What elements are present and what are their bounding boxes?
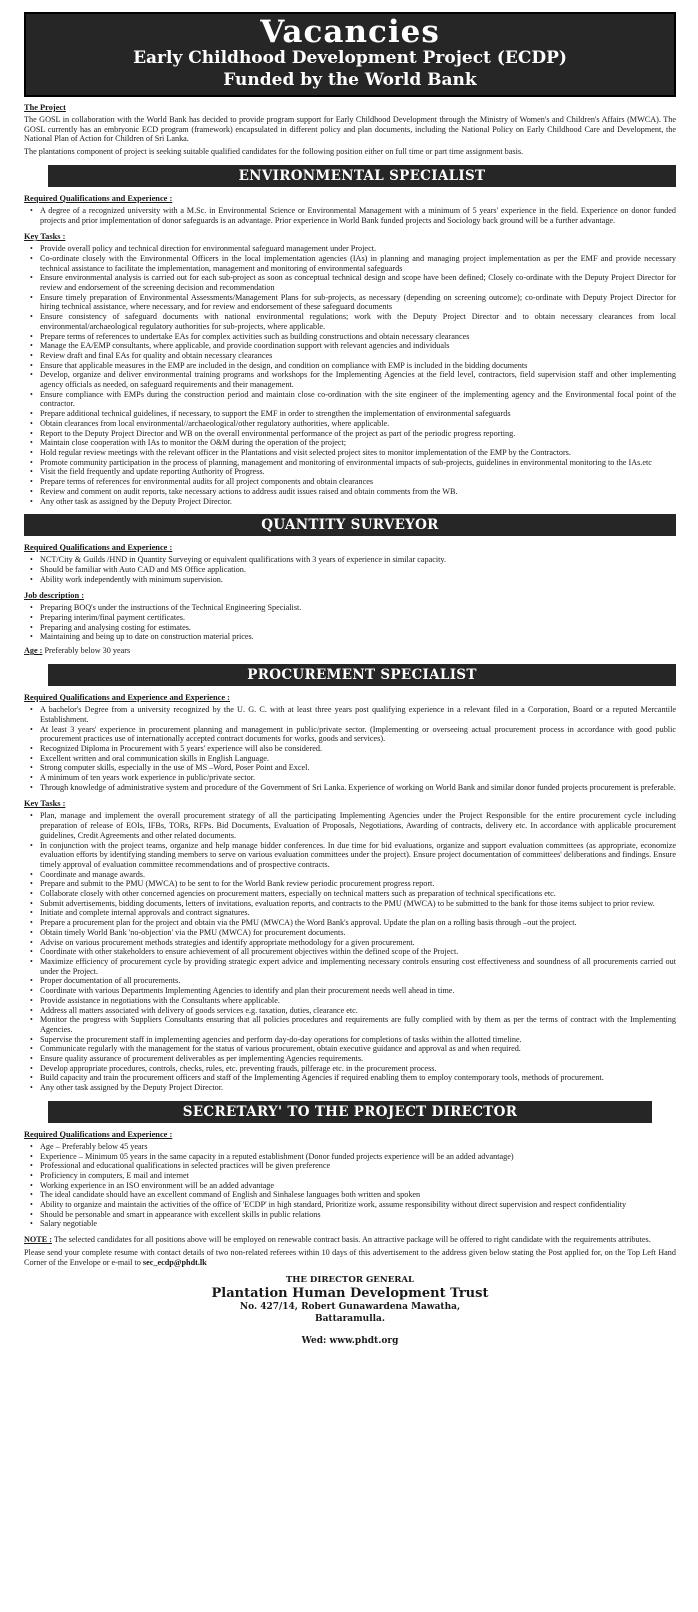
advertisement-page bbox=[0, 12, 698, 1612]
list-item: • Prepare additional technical guidelines, if necessary, to support the EMF in order to strengthen the implementation of environmental safeguards bbox=[40, 409, 676, 419]
list-item: • Preparing and analysing costing for estimates. bbox=[40, 623, 676, 633]
list-item: • Obtain timely World Bank 'no-objection' via the PMU (MWCA) for procurement documents. bbox=[40, 928, 676, 938]
sec-qualifications-heading: Required Qualifications and Experience : bbox=[24, 1129, 173, 1139]
env-qualifications-list bbox=[24, 206, 676, 225]
procurement-specialist-title: PROCUREMENT SPECIALIST bbox=[48, 664, 676, 686]
list-item: • Professional and educational qualifications in selected practices will be given preference bbox=[40, 1161, 676, 1171]
list-item: • Plan, manage and implement the overall procurement strategy of all the participating Implementing Agencies under the Project Responsible for the entire procurement cycle including preparation of release of EOIs, IFBs, TORs, RFPs. Bid Documents, Evaluation of Proposals, Negotiations, Awarding of contracts, delivery etc. In accordance with applicable procurement guidelines, Credit Agreements and other related documents. bbox=[40, 811, 676, 840]
list-item: • Prepare terms of references to undertake EAs for complex activities such as building constructions and obtain necessary clearances bbox=[40, 332, 676, 342]
list-item: • Maintaining and being up to date on construction material prices. bbox=[40, 632, 676, 642]
project-paragraph: The GOSL in collaboration with the World Bank has decided to provide program support for Early Childhood Development through the Ministry of Women's and Children's Affairs (MWCA). The GOSL currently has an embryonic ECD program (framework) encapsulated in different policy and plan documents, including the National Policy on Early Childhood Care and Development, the National Plan of Action for Children of Sri Lanka. bbox=[24, 115, 676, 144]
proc-tasks-heading: Key Tasks : bbox=[24, 799, 66, 809]
list-item: • Develop appropriate procedures, controls, checks, rules, etc. preventing frauds, pilferage etc. in the procurement process. bbox=[40, 1064, 676, 1074]
footer-address-line1: No. 427/14, Robert Gunawardena Mawatha, bbox=[239, 1302, 461, 1313]
footer-organization: Plantation Human Development Trust bbox=[211, 1286, 489, 1302]
proc-qualifications-list bbox=[24, 705, 676, 792]
list-item: • Communicate regularly with the management for the status of various procurement, obtain executive guidance and approval as and when required. bbox=[40, 1044, 676, 1054]
plantations-paragraph: The plantations component of project is seeking suitable qualified candidates for the following position either on full time or part time assignment basis. bbox=[24, 147, 524, 157]
list-item: • Provide assistance in negotiations with the Consultants where applicable. bbox=[40, 996, 676, 1006]
apply-paragraph bbox=[24, 1248, 676, 1267]
list-item: • At least 3 years' experience in procurement planning and management in public/private sector. (Implementing or overseeing actual procurement process in accordance with good public procurement practices use of internationally accepted contract documents for works, goods and services). bbox=[40, 725, 676, 744]
list-item: • In conjunction with the project teams, organize and help manage bidder conferences. In due time for bid evaluations, organize and support evaluation committees (as appropriate, economize evaluation efforts by identifying standing members to serve on various evaluation committees under the project). Ensure project documentation of committees' deliberations and findings. Ensure timely approval of evaluation committee recommendations and of prospective contracts. bbox=[40, 841, 676, 870]
list-item: • Proper documentation of all procurements. bbox=[40, 976, 676, 986]
quantity-surveyor-title: QUANTITY SURVEYOR bbox=[24, 514, 676, 536]
list-item: • NCT/City & Guilds /HND in Quantity Surveying or equivalent qualifications with 3 years of experience in similar capacity. bbox=[40, 555, 676, 565]
footer-website[interactable]: Wed: www.phdt.org bbox=[301, 1336, 399, 1347]
qs-age bbox=[24, 646, 676, 656]
list-item: • Preparing interim/final payment certificates. bbox=[40, 613, 676, 623]
list-item: • The ideal candidate should have an excellent command of English and Sinhalese languages both written and spoken bbox=[40, 1190, 676, 1200]
sec-qualifications-list bbox=[24, 1142, 676, 1229]
list-item: • A bachelor's Degree from a university recognized by the U. G. C. with at least three years post qualifying experience in a relevant filed in a Corporation, Board or a reputed Mercantile Establishment. bbox=[40, 705, 676, 724]
environmental-specialist-title: ENVIRONMENTAL SPECIALIST bbox=[48, 165, 676, 187]
list-item: • Address all matters associated with delivery of goods services e.g. taxation, duties, clearance etc. bbox=[40, 1006, 676, 1016]
list-item: • Obtain clearances from local environmental//archaeological/other regulatory authorities, where applicable. bbox=[40, 419, 676, 429]
list-item: • Ensure compliance with EMPs during the construction period and maintain close co-ordination with the site engineer of the implementing agency and the Environmental focal point of the contractor. bbox=[40, 390, 676, 409]
list-item: • Hold regular review meetings with the relevant officer in the Plantations and visit selected project sites to monitor implementation of the EMP by the Contractors. bbox=[40, 448, 676, 458]
list-item: • Report to the Deputy Project Director and WB on the overall environmental performance of the project as part of the periodic progress reporting. bbox=[40, 429, 676, 439]
list-item: • Maximize efficiency of procurement cycle by providing strategic expert advice and implementing necessary controls ensuring cost effectiveness and soundness of all procurements carried out under the Project. bbox=[40, 957, 676, 976]
list-item: • Coordinate with various Departments Implementing Agencies to identify and plan their procurement needs well ahead in time. bbox=[40, 986, 676, 996]
list-item: • A degree of a recognized university with a M.Sc. in Environmental Science or Environmental Management with a minimum of 5 years' experience in the field. Experience on donor funded projects and prior implementation of donor safeguards is an advantage. Prior experience in World Bank funded projects and Sociology back ground will be a further advantage. bbox=[40, 206, 676, 225]
list-item: • Initiate and complete internal approvals and contract signatures. bbox=[40, 908, 676, 918]
list-item: • Ensure consistency of safeguard documents with national environmental regulations; work with the Deputy Project Director and to obtain necessary clearances from local environmental/archaeological regulatory authorities for sub-projects, where applicable. bbox=[40, 312, 676, 331]
list-item: • Any other task assigned by the Deputy Project Director. bbox=[40, 1083, 676, 1093]
list-item: • Any other task as assigned by the Deputy Project Director. bbox=[40, 497, 676, 507]
masthead-funding: Funded by the World Bank bbox=[223, 70, 477, 90]
list-item: • Ability work independently with minimum supervision. bbox=[40, 575, 676, 585]
list-item: • Prepare a procurement plan for the project and obtain via the PMU (MWCA) the Word Bank's approval. Update the plan on a rolling basis through –out the project. bbox=[40, 918, 676, 928]
list-item: • Prepare and submit to the PMU (MWCA) to be sent to for the World Bank review periodic procurement progress report. bbox=[40, 879, 676, 889]
list-item: • A minimum of ten years work experience in public/private sector. bbox=[40, 773, 676, 783]
list-item: • Ensure timely preparation of Environmental Assessments/Management Plans for sub-projects, as necessary (depending on screening outcome); co-ordinate with Deputy Project Director for hiring technical assistance, where necessary, and for review and endorsement of these safeguard documents bbox=[40, 293, 676, 312]
list-item: • Collaborate closely with other concerned agencies on procurement matters, especially on technical matters such as preparation of technical specifications etc. bbox=[40, 889, 676, 899]
note-text: The selected candidates for all positions above will be employed on renewable contract basis. An attractive package will be offered to right candidate with the requirements attributes. bbox=[51, 1235, 651, 1245]
project-heading: The Project bbox=[24, 103, 66, 112]
list-item: • Develop, organize and deliver environmental training programs and workshops for the Implementing Agencies at the field level, contractors, field supervision staff and other implementing agency officials as needed, on safeguard requirements and their management. bbox=[40, 370, 676, 389]
list-item: • Submit advertisements, bidding documents, letters of invitations, evaluation reports, and contracts to the PMU (MWCA) to be submitted to the bank for those items subject to prior review. bbox=[40, 899, 676, 909]
list-item: • Experience – Minimum 05 years in the same capacity in a reputed establishment (Donor funded projects experience will be an added advantage) bbox=[40, 1152, 676, 1162]
note-paragraph bbox=[24, 1235, 676, 1245]
masthead-project: Early Childhood Development Project (ECDP) bbox=[133, 48, 567, 68]
list-item: • Through knowledge of administrative system and procedure of the Government of Sri Lanka. Experience of working on World Bank and similar donor funded projects procurement is preferable. bbox=[40, 783, 676, 793]
list-item: • Excellent written and oral communication skills in English Language. bbox=[40, 754, 676, 764]
list-item: • Working experience in an ISO environment will be an added advantage bbox=[40, 1181, 676, 1191]
list-item: • Strong computer skills, especially in the use of MS –Word, Poser Point and Excel. bbox=[40, 763, 676, 773]
list-item: • Monitor the progress with Suppliers Consultants ensuring that all policies procedures and requirements are fully complied with by them as per the terms of contract with the Implementing Agencies. bbox=[40, 1015, 676, 1034]
list-item: • Manage the EA/EMP consultants, where applicable, and provide coordination support with relevant agencies and individuals bbox=[40, 341, 676, 351]
apply-text: Please send your complete resume with contact details of two non-related referees within 10 days of this advertisement to the address given below stating the Post applied for, on the Top Left Hand Corner of the Envelope or e-mail to bbox=[24, 1247, 676, 1267]
footer-address-line2: Battaramulla. bbox=[314, 1314, 386, 1325]
list-item: • Provide overall policy and technical direction for environmental safeguard management under Project. bbox=[40, 244, 676, 254]
list-item: • Ensure that applicable measures in the EMP are included in the design, and condition on compliance with EMP is included in the bidding documents bbox=[40, 361, 676, 371]
list-item: • Co-ordinate closely with the Environmental Officers in the local implementation agencies (IAs) in planning and managing project implementation as per the EMF and provide necessary technical assistance to facilitate the implementation, management and monitoring of environmental safeguards bbox=[40, 254, 676, 273]
qs-job-list bbox=[24, 603, 676, 642]
list-item: • Coordinate and manage awards. bbox=[40, 870, 676, 880]
list-item: • Advise on various procurement methods strategies and identify appropriate methodology for a given procurement. bbox=[40, 938, 676, 948]
list-item: • Supervise the procurement staff in implementing agencies and perform day-do-day operations for completions of tasks within the allotted timeline. bbox=[40, 1035, 676, 1045]
qs-qualifications-heading: Required Qualifications and Experience : bbox=[24, 543, 173, 553]
list-item: • Should be personable and smart in appearance with excellent skills in public relations bbox=[40, 1210, 676, 1220]
list-item: • Coordinate with other stakeholders to ensure achievement of all procurement objectives within the defined scope of the Project. bbox=[40, 947, 676, 957]
list-item: • Promote community participation in the process of planning, management and monitoring of environmental impacts of sub-projects, guidelines in environmental monitoring to the IAs.etc bbox=[40, 458, 676, 468]
qs-job-heading: Job description : bbox=[24, 591, 85, 601]
list-item: • Review and comment on audit reports, take necessary actions to address audit issues raised and obtain comments from the WB. bbox=[40, 487, 676, 497]
qs-qualifications-list bbox=[24, 555, 676, 584]
list-item: • Salary negotiable bbox=[40, 1219, 676, 1229]
list-item: • Should be familiar with Auto CAD and MS Office application. bbox=[40, 565, 676, 575]
list-item: • Maintain close cooperation with IAs to monitor the O&M during the operation of the project; bbox=[40, 438, 676, 448]
note-label: NOTE : bbox=[24, 1235, 52, 1245]
masthead-title: Vacancies bbox=[260, 14, 440, 50]
secretary-title: SECRETARY' TO THE PROJECT DIRECTOR bbox=[48, 1101, 652, 1123]
list-item: • Visit the field frequently and update reporting Authority of Progress. bbox=[40, 467, 676, 477]
list-item: • Review draft and final EAs for quality and obtain necessary clearances bbox=[40, 351, 676, 361]
proc-qualifications-heading: Required Qualifications and Experience and Experience : bbox=[24, 693, 230, 703]
qs-age-label: Age : bbox=[24, 646, 43, 656]
proc-tasks-list bbox=[24, 811, 676, 1092]
list-item: • Build capacity and train the procurement officers and staff of the Implementing Agencies if required enabling them to employ contemporary tools, methods of procurement. bbox=[40, 1073, 676, 1083]
list-item: • Prepare terms of references for environmental audits for all project components and obtain clearances bbox=[40, 477, 676, 487]
env-tasks-list bbox=[24, 244, 676, 506]
list-item: • Ensure quality assurance of procurement deliverables as per implementing Agencies requirements. bbox=[40, 1054, 676, 1064]
footer-director: THE DIRECTOR GENERAL bbox=[285, 1275, 415, 1286]
env-qualifications-heading: Required Qualifications and Experience : bbox=[24, 193, 173, 203]
list-item: • Recognized Diploma in Procurement with 5 years' experience will also be considered. bbox=[40, 744, 676, 754]
list-item: • Ensure environmental analysis is carried out for each sub-project as soon as conceptual technical design and scope have been defined; Closely co-ordinate with the Deputy Project Director for review and endorsement of the screening decision and recommendation bbox=[40, 273, 676, 292]
list-item: • Proficiency in computers, E mail and internet bbox=[40, 1171, 676, 1181]
masthead-banner bbox=[24, 12, 676, 97]
contact-email-link[interactable]: sec_ecdp@phdt.lk bbox=[142, 1257, 207, 1267]
list-item: • Ability to organize and maintain the activities of the office of 'ECDP' in high standard, Prioritize work, assume responsibility without direct supervision and respect confidentiality bbox=[40, 1200, 676, 1210]
list-item: • Preparing BOQ's under the instructions of the Technical Engineering Specialist. bbox=[40, 603, 676, 613]
qs-age-value: Preferably below 30 years bbox=[44, 646, 131, 656]
list-item: • Age – Preferably below 45 years bbox=[40, 1142, 676, 1152]
footer-address bbox=[24, 1275, 676, 1347]
env-tasks-heading: Key Tasks : bbox=[24, 232, 66, 242]
